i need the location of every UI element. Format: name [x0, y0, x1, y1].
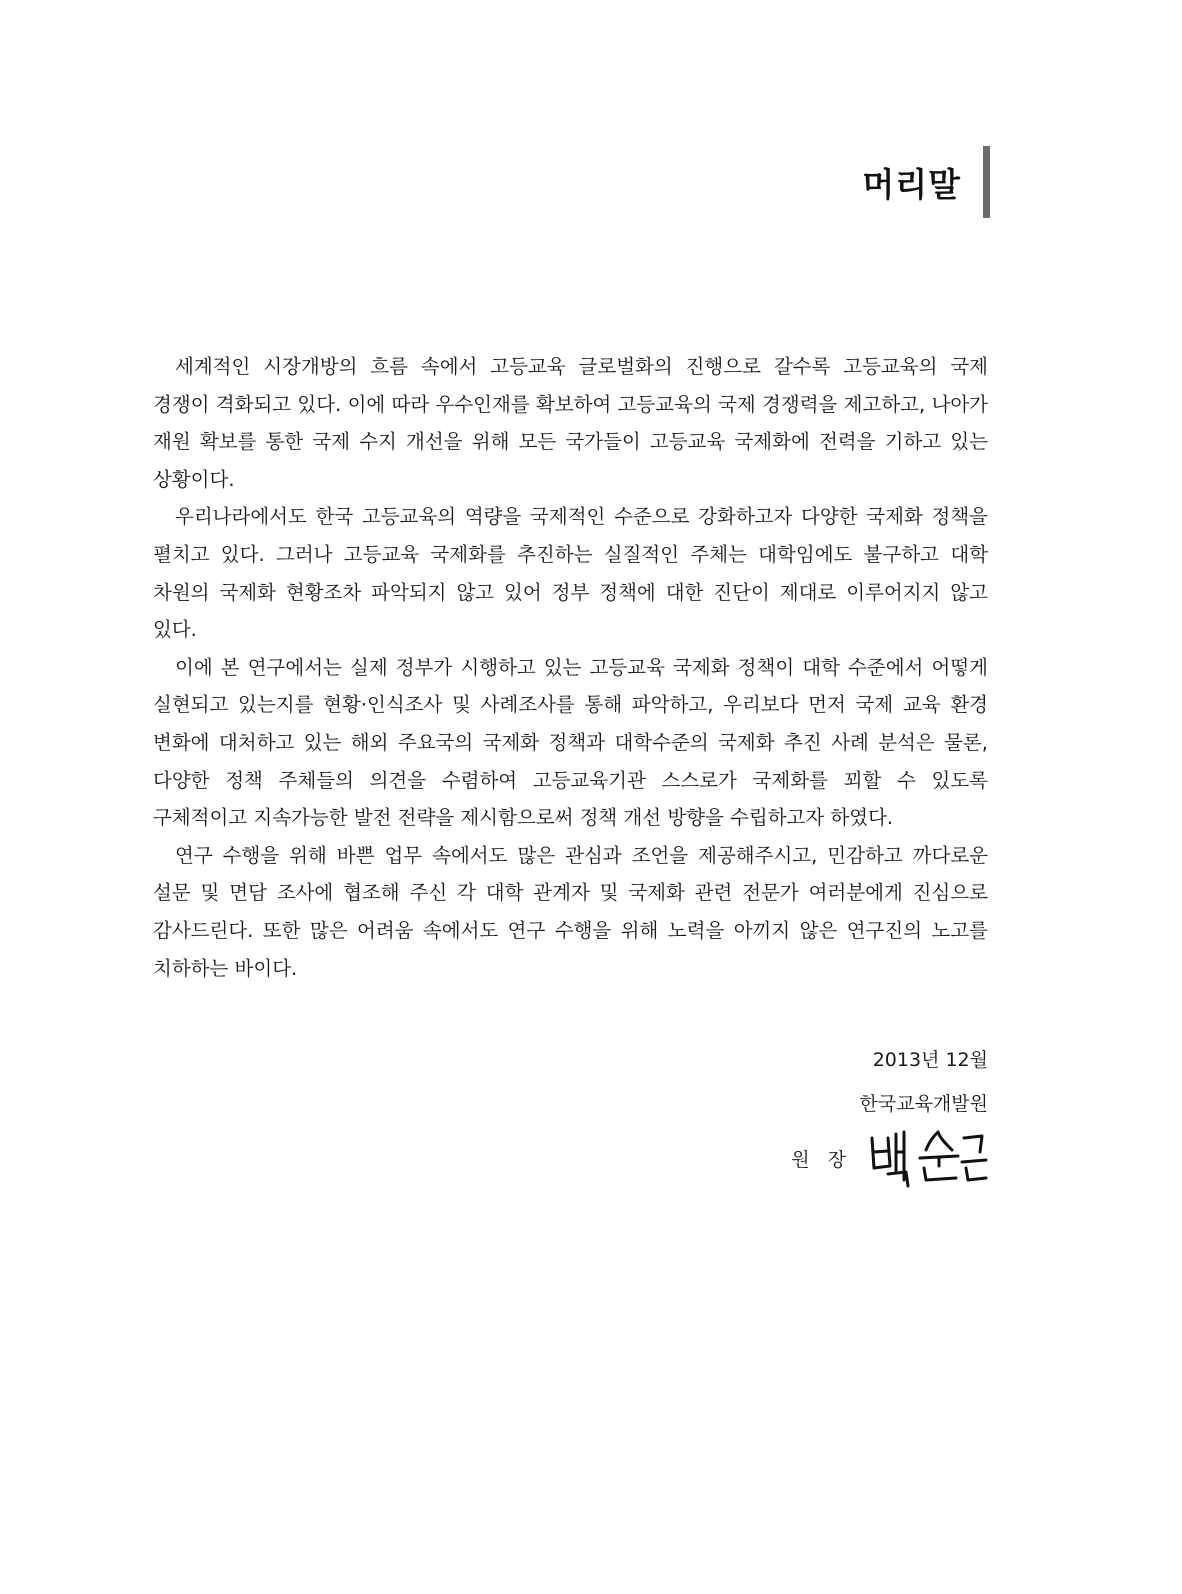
- title-accent-bar: [983, 146, 990, 218]
- institution-name: 한국교육개발원: [859, 1093, 988, 1115]
- signature-row: [791, 1128, 988, 1188]
- preface-body: [153, 348, 988, 987]
- position-title: 원 장: [791, 1148, 852, 1171]
- closing-block: [791, 1038, 988, 1188]
- page-title: 머리말: [862, 164, 961, 204]
- handwritten-signature: [866, 1128, 988, 1188]
- title-block: [862, 146, 990, 218]
- paragraph: 이에 본 연구에서는 실제 정부가 시행하고 있는 고등교육 국제화 정책이 대학 수준에서 어떻게 실현되고 있는지를 현황·인식조사 및 사례조사를 통해 파악하고, 우리보다 먼저 국제 교육 환경 변화에 대처하고 있는 해외 주요국의 국제화 정책과 대학수준의 국제화 추진 사례 분석은 물론, 다양한 정책 주체들의 의견을 수렴하여 고등교육기관 스스로가 국제화를 꾀할 수 있도록 구체적이고 지속가능한 발전 전략을 제시함으로써 정책 개선 방향을 수립하고자 하였다.: [153, 655, 988, 830]
- paragraph: 세계적인 시장개방의 흐름 속에서 고등교육 글로벌화의 진행으로 갈수록 고등교육의 국제 경쟁이 격화되고 있다. 이에 따라 우수인재를 확보하여 고등교육의 국제 경쟁력을 제고하고, 나아가 재원 확보를 통한 국제 수지 개선을 위해 모든 국가들이 고등교육 국제화에 전력을 기하고 있는 상황이다.: [153, 355, 988, 491]
- date-line: 2013년 12월: [872, 1049, 988, 1071]
- paragraph: 우리나라에서도 한국 고등교육의 역량을 국제적인 수준으로 강화하고자 다양한 국제화 정책을 펼치고 있다. 그러나 고등교육 국제화를 추진하는 실질적인 주체는 대학임에도 불구하고 대학 차원의 국제화 현황조차 파악되지 않고 있어 정부 정책에 대한 진단이 제대로 이루어지지 않고 있다.: [153, 505, 988, 642]
- paragraph: 연구 수행을 위해 바쁜 업무 속에서도 많은 관심과 조언을 제공해주시고, 민감하고 까다로운 설문 및 면담 조사에 협조해 주신 각 대학 관계자 및 국제화 관련 전문가 여러분에게 진심으로 감사드린다. 또한 많은 어려움 속에서도 연구 수행을 위해 노력을 아끼지 않은 연구진의 노고를 치하하는 바이다.: [153, 843, 988, 980]
